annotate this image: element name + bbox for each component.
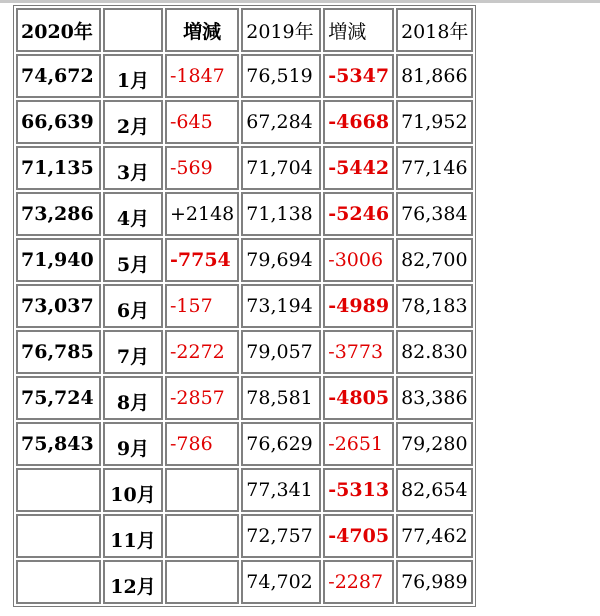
cell-2018-value: 78,183 bbox=[396, 284, 473, 328]
cell-2019-value: 74,702 bbox=[241, 560, 321, 604]
header-2020: 2020年 bbox=[16, 8, 101, 52]
cell-2018-value: 77,462 bbox=[396, 514, 473, 558]
cell-2018-value: 82,700 bbox=[396, 238, 473, 282]
cell-2019-value: 67,284 bbox=[241, 100, 321, 144]
table-row bbox=[16, 54, 473, 98]
cell-change-2020: -569 bbox=[165, 146, 239, 190]
cell-month: 5月 bbox=[103, 238, 163, 282]
cell-2020-value: 73,286 bbox=[16, 192, 101, 236]
cell-2020-value: 71,135 bbox=[16, 146, 101, 190]
table-row bbox=[16, 238, 473, 282]
cell-change-2020: -157 bbox=[165, 284, 239, 328]
header-change-2019: 増減 bbox=[323, 8, 394, 52]
cell-2018-value: 77,146 bbox=[396, 146, 473, 190]
cell-change-2019: -5246 bbox=[323, 192, 394, 236]
cell-change-2019: -5313 bbox=[323, 468, 394, 512]
table-row bbox=[16, 422, 473, 466]
cell-2020-value: 75,724 bbox=[16, 376, 101, 420]
cell-2020-value bbox=[16, 560, 101, 604]
cell-2019-value: 72,757 bbox=[241, 514, 321, 558]
cell-change-2020: -2272 bbox=[165, 330, 239, 374]
cell-2018-value: 76,989 bbox=[396, 560, 473, 604]
cell-change-2019: -4989 bbox=[323, 284, 394, 328]
cell-change-2020: -1847 bbox=[165, 54, 239, 98]
cell-2018-value: 79,280 bbox=[396, 422, 473, 466]
cell-2018-value: 71,952 bbox=[396, 100, 473, 144]
cell-month: 6月 bbox=[103, 284, 163, 328]
cell-2018-value: 81,866 bbox=[396, 54, 473, 98]
cell-2019-value: 71,704 bbox=[241, 146, 321, 190]
table-row bbox=[16, 468, 473, 512]
cell-2019-value: 73,194 bbox=[241, 284, 321, 328]
header-month bbox=[103, 8, 163, 52]
table-row bbox=[16, 284, 473, 328]
cell-2019-value: 76,629 bbox=[241, 422, 321, 466]
cell-2019-value: 71,138 bbox=[241, 192, 321, 236]
cell-month: 9月 bbox=[103, 422, 163, 466]
cell-change-2020 bbox=[165, 468, 239, 512]
table-row bbox=[16, 376, 473, 420]
cell-month: 8月 bbox=[103, 376, 163, 420]
cell-2020-value: 76,785 bbox=[16, 330, 101, 374]
cell-change-2020: +2148 bbox=[165, 192, 239, 236]
cell-change-2019: -5347 bbox=[323, 54, 394, 98]
cell-2018-value: 76,384 bbox=[396, 192, 473, 236]
cell-month: 10月 bbox=[103, 468, 163, 512]
cell-change-2020 bbox=[165, 560, 239, 604]
header-row bbox=[16, 8, 473, 52]
cell-change-2019: -4705 bbox=[323, 514, 394, 558]
cell-change-2019: -5442 bbox=[323, 146, 394, 190]
cell-2018-value: 83,386 bbox=[396, 376, 473, 420]
cell-change-2019: -4668 bbox=[323, 100, 394, 144]
cell-2020-value bbox=[16, 468, 101, 512]
cell-month: 1月 bbox=[103, 54, 163, 98]
cell-2019-value: 78,581 bbox=[241, 376, 321, 420]
cell-2020-value: 74,672 bbox=[16, 54, 101, 98]
cell-2020-value: 71,940 bbox=[16, 238, 101, 282]
header-change-2020: 増減 bbox=[165, 8, 239, 52]
table-row bbox=[16, 100, 473, 144]
header-2019: 2019年 bbox=[241, 8, 321, 52]
header-2018: 2018年 bbox=[396, 8, 473, 52]
table-row bbox=[16, 560, 473, 604]
cell-month: 3月 bbox=[103, 146, 163, 190]
cell-change-2019: -2287 bbox=[323, 560, 394, 604]
cell-change-2020 bbox=[165, 514, 239, 558]
table-row bbox=[16, 146, 473, 190]
cell-month: 11月 bbox=[103, 514, 163, 558]
cell-2019-value: 79,057 bbox=[241, 330, 321, 374]
cell-change-2019: -3773 bbox=[323, 330, 394, 374]
cell-month: 7月 bbox=[103, 330, 163, 374]
cell-2018-value: 82.830 bbox=[396, 330, 473, 374]
cell-month: 4月 bbox=[103, 192, 163, 236]
cell-month: 12月 bbox=[103, 560, 163, 604]
cell-2020-value bbox=[16, 514, 101, 558]
cell-month: 2月 bbox=[103, 100, 163, 144]
cell-change-2019: -4805 bbox=[323, 376, 394, 420]
table-row bbox=[16, 330, 473, 374]
cell-change-2020: -645 bbox=[165, 100, 239, 144]
table-row bbox=[16, 192, 473, 236]
cell-change-2019: -2651 bbox=[323, 422, 394, 466]
cell-2019-value: 77,341 bbox=[241, 468, 321, 512]
cell-2019-value: 79,694 bbox=[241, 238, 321, 282]
cell-change-2020: -7754 bbox=[165, 238, 239, 282]
cell-2018-value: 82,654 bbox=[396, 468, 473, 512]
table-row bbox=[16, 514, 473, 558]
cell-change-2019: -3006 bbox=[323, 238, 394, 282]
cell-2020-value: 73,037 bbox=[16, 284, 101, 328]
cell-2020-value: 66,639 bbox=[16, 100, 101, 144]
cell-2020-value: 75,843 bbox=[16, 422, 101, 466]
cell-change-2020: -786 bbox=[165, 422, 239, 466]
top-divider bbox=[0, 0, 600, 3]
sales-comparison-table bbox=[13, 5, 476, 607]
cell-2019-value: 76,519 bbox=[241, 54, 321, 98]
cell-change-2020: -2857 bbox=[165, 376, 239, 420]
